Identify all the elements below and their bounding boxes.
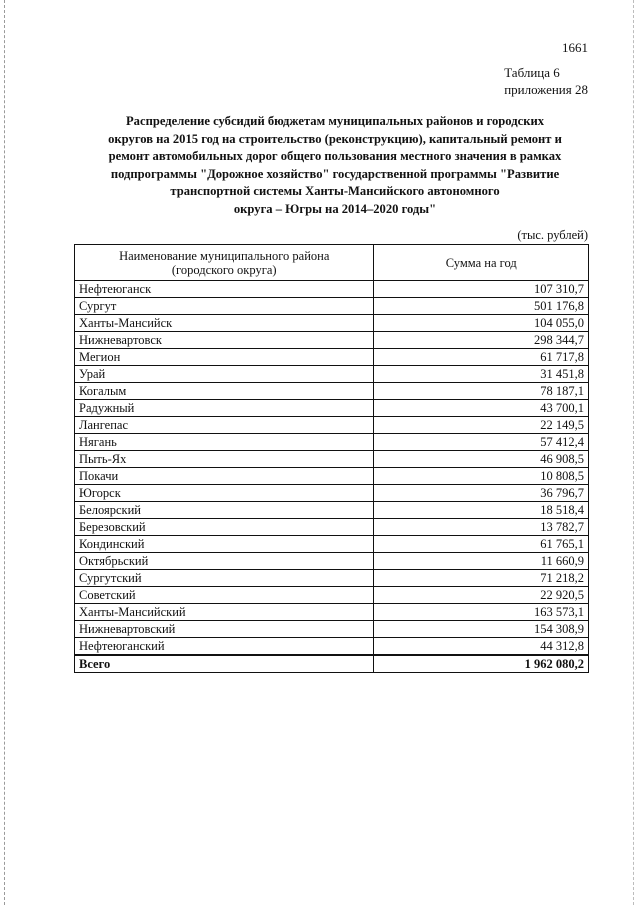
amount-value: 57 412,4 xyxy=(374,434,589,451)
amount-value: 13 782,7 xyxy=(374,519,589,536)
amount-value: 154 308,9 xyxy=(374,621,589,638)
total-amount: 1 962 080,2 xyxy=(374,655,589,673)
amount-value: 71 218,2 xyxy=(374,570,589,587)
municipality-name: Радужный xyxy=(75,400,374,417)
amount-value: 43 700,1 xyxy=(374,400,589,417)
amount-value: 36 796,7 xyxy=(374,485,589,502)
municipality-name: Югорск xyxy=(75,485,374,502)
amount-value: 298 344,7 xyxy=(374,332,589,349)
municipality-name: Октябрьский xyxy=(75,553,374,570)
table-row xyxy=(75,587,589,604)
municipality-name: Березовский xyxy=(75,519,374,536)
total-label: Всего xyxy=(75,655,374,673)
header-amount: Сумма на год xyxy=(374,245,589,281)
table-row xyxy=(75,604,589,621)
municipality-name: Белоярский xyxy=(75,502,374,519)
amount-value: 22 149,5 xyxy=(374,417,589,434)
municipality-name: Ханты-Мансийск xyxy=(75,315,374,332)
amount-value: 104 055,0 xyxy=(374,315,589,332)
table-row xyxy=(75,621,589,638)
amount-value: 44 312,8 xyxy=(374,638,589,656)
title-line: транспортной системы Ханты-Мансийского автономного xyxy=(170,184,500,198)
table-row xyxy=(75,553,589,570)
title-line: округов на 2015 год на строительство (реконструкцию), капитальный ремонт и xyxy=(108,131,562,146)
municipality-name: Нягань xyxy=(75,434,374,451)
amount-value: 11 660,9 xyxy=(374,553,589,570)
title-line: подпрограммы "Дорожное хозяйство" государственной программы "Развитие xyxy=(110,166,560,181)
amount-value: 78 187,1 xyxy=(374,383,589,400)
appendix-table-label: Таблица 6 xyxy=(504,65,560,80)
amount-value: 18 518,4 xyxy=(374,502,589,519)
header-municipality xyxy=(75,245,374,281)
header-municipality-line: (городского округа) xyxy=(171,262,277,277)
table-row xyxy=(75,298,589,315)
table-header-row xyxy=(75,245,589,281)
title-line: ремонт автомобильных дорог общего пользования местного значения в рамках xyxy=(108,149,562,163)
header-municipality-line: Наименование муниципального района xyxy=(119,248,330,263)
table-row xyxy=(75,519,589,536)
municipality-name: Советский xyxy=(75,587,374,604)
municipality-name: Мегион xyxy=(75,349,374,366)
municipality-name: Нижневартовский xyxy=(75,621,374,638)
table-row xyxy=(75,638,589,656)
amount-value: 61 765,1 xyxy=(374,536,589,553)
amount-value: 46 908,5 xyxy=(374,451,589,468)
municipality-name: Кондинский xyxy=(75,536,374,553)
municipality-name: Урай xyxy=(75,366,374,383)
municipality-name: Когалым xyxy=(75,383,374,400)
amount-value: 22 920,5 xyxy=(374,587,589,604)
page-number: 1661 xyxy=(562,40,588,55)
document-title xyxy=(80,113,590,218)
appendix-annex-label: приложения 28 xyxy=(504,82,588,97)
municipality-name: Нижневартовск xyxy=(75,332,374,349)
title-line: округа – Югры на 2014–2020 годы" xyxy=(233,201,437,216)
amount-value: 10 808,5 xyxy=(374,468,589,485)
scan-edge-left xyxy=(4,0,5,905)
amount-value: 501 176,8 xyxy=(374,298,589,315)
table-row xyxy=(75,349,589,366)
title-line: Распределение субсидий бюджетам муниципальных районов и городских xyxy=(125,114,545,128)
amount-value: 163 573,1 xyxy=(374,604,589,621)
municipality-name: Сургутский xyxy=(75,570,374,587)
municipality-name: Нефтеюганский xyxy=(75,638,374,656)
table-row xyxy=(75,315,589,332)
table-row xyxy=(75,383,589,400)
appendix-reference xyxy=(504,64,588,98)
municipality-name: Сургут xyxy=(75,298,374,315)
amount-value: 61 717,8 xyxy=(374,349,589,366)
units-note: (тыс. рублей) xyxy=(517,228,588,242)
table-row xyxy=(75,417,589,434)
municipality-name: Нефтеюганск xyxy=(75,281,374,298)
subsidy-table xyxy=(74,244,589,673)
table-row xyxy=(75,400,589,417)
table-row xyxy=(75,281,589,298)
table-row xyxy=(75,468,589,485)
municipality-name: Пыть-Ях xyxy=(75,451,374,468)
table-row xyxy=(75,434,589,451)
table-row xyxy=(75,451,589,468)
amount-value: 107 310,7 xyxy=(374,281,589,298)
amount-value: 31 451,8 xyxy=(374,366,589,383)
table-row xyxy=(75,332,589,349)
table-row xyxy=(75,485,589,502)
scan-edge-right xyxy=(633,0,634,905)
municipality-name: Покачи xyxy=(75,468,374,485)
municipality-name: Лангепас xyxy=(75,417,374,434)
total-row xyxy=(75,655,589,673)
table-row xyxy=(75,570,589,587)
table-row xyxy=(75,536,589,553)
table-row xyxy=(75,502,589,519)
municipality-name: Ханты-Мансийский xyxy=(75,604,374,621)
table-row xyxy=(75,366,589,383)
